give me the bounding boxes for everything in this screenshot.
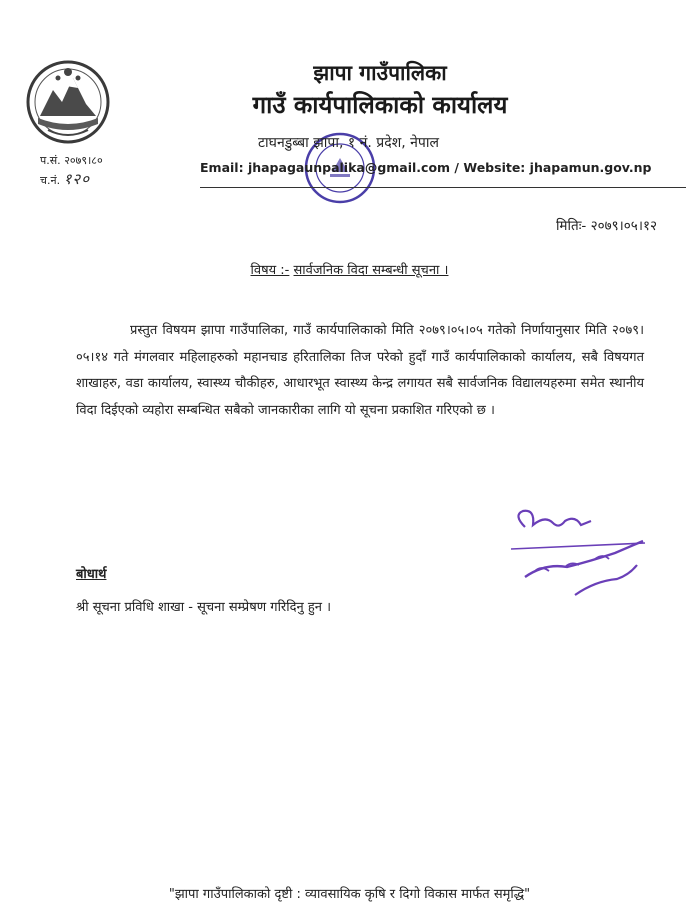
website-value: jhapamun.gov.np (529, 160, 652, 175)
footer-motto: "झापा गाउँपालिकाको दृष्टी : व्यावसायिक कृषि र दिगो विकास मार्फत समृद्धि" (168, 887, 531, 902)
date-value: २०७९।०५।१२ (590, 218, 657, 234)
email-value: jhapagaunpalika@gmail.com (247, 160, 451, 175)
contact-line: Email: jhapagaunpalika@gmail.com / Website: jhapamun.gov.np (200, 160, 652, 175)
header-divider (200, 187, 686, 188)
signature-icon (505, 505, 655, 601)
letter-date (556, 216, 657, 234)
letterhead-title (230, 58, 530, 122)
dispatch-number-value: १२० (63, 170, 90, 188)
fiscal-year-value: २०७९।८० (64, 154, 103, 167)
dispatch-number-row (40, 170, 103, 190)
nepal-emblem-icon (18, 56, 118, 148)
cc-line: श्री सूचना प्रविधि शाखा - सूचना सम्प्रेषण गरिदिनु हुन । (76, 600, 332, 615)
office-subtitle: गाउँ कार्यपालिकाको कार्यालय (252, 91, 508, 119)
office-name: झापा गाउँपालिका (313, 61, 447, 85)
date-label: मितिः- (555, 218, 587, 234)
fiscal-year-label: प.सं. (40, 154, 61, 167)
subject-text: सार्वजनिक विदा सम्बन्धी सूचना । (293, 263, 449, 278)
website-label: Website: (463, 160, 526, 175)
dispatch-number-label: च.नं. (40, 174, 61, 187)
subject-label: विषय :- (250, 263, 290, 278)
email-label: Email: (200, 160, 244, 175)
reference-block (40, 152, 103, 190)
office-address: टाघनडुब्बा झापा, १ नं. प्रदेश, नेपाल (258, 135, 439, 151)
subject-line (0, 260, 699, 278)
body-paragraph: प्रस्तुत विषयम झापा गाउँपालिका, गाउँ कार्यपालिकाको मिति २०७९।०५।०५ गतेको निर्णायानुसार मिति २०७९।०५।१४ गते मंगलवार महिलाहरुको महानचाड हरितालिका तिज परेको हुदाँ गाउँ कार्यपालिकाको कार्यालय, सबै विषयगत शाखाहरु, वडा कार्यालय, स्वास्थ्य चौकीहरु, आधारभूत स्वास्थ्य केन्द्र लगायत सबै सार्वजनिक विद्यालयहरुमा समेत स्थानीय विदा दिईएको व्यहोरा सम्बन्धित सबैको जानकारीका लागि यो सूचना प्रकाशित गरिएको छ । (76, 323, 644, 418)
fiscal-year-row (40, 152, 103, 170)
letter-body (76, 318, 644, 424)
cc-heading: बोधार्थ (76, 567, 107, 582)
